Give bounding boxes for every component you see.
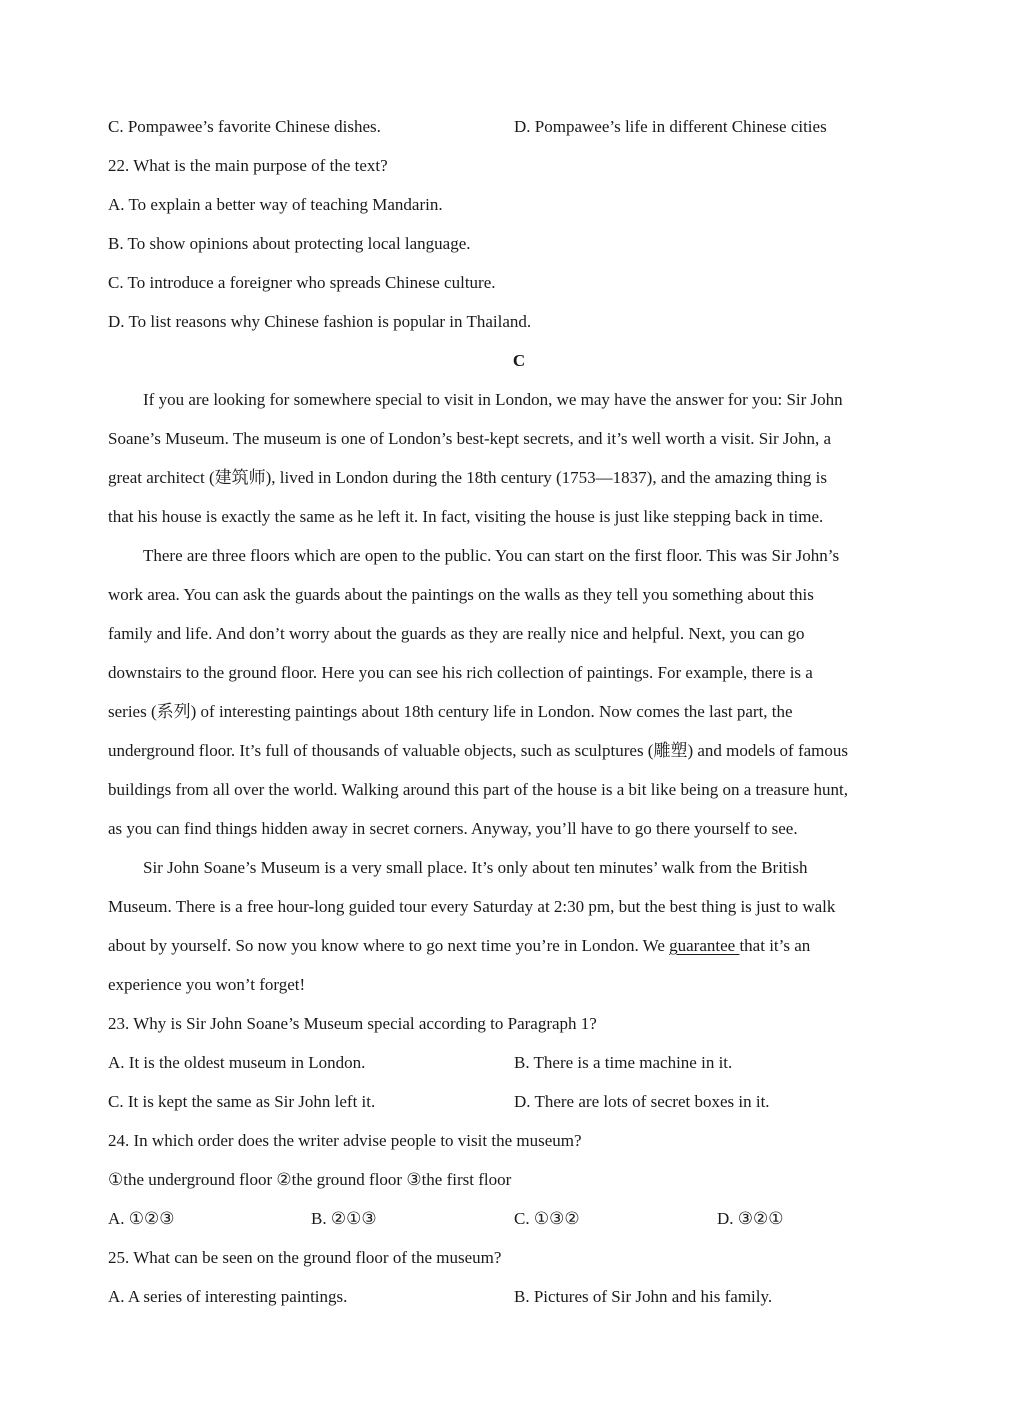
passage-line: Museum. There is a free hour-long guided tour every Saturday at 2:30 pm, but the best thing is just to walk [108, 897, 836, 916]
passage-line: work area. You can ask the guards about the paintings on the walls as they tell you something about this [108, 585, 814, 604]
passage-line: series (系列) of interesting paintings about 18th century life in London. Now comes the last part, the [108, 702, 793, 721]
q22-option-c: C. To introduce a foreigner who spreads Chinese culture. [108, 273, 496, 292]
q24-option-d: D. ③②① [717, 1209, 784, 1228]
section-label: C [512, 351, 526, 370]
passage-text: that it’s an [739, 936, 811, 955]
passage-line: underground floor. It’s full of thousands of valuable objects, such as sculptures (雕塑) and models of famous [108, 741, 848, 760]
passage-line: family and life. And don’t worry about the guards as they are really nice and helpful. Next, you can go [108, 624, 805, 643]
q25-option-a: A. A series of interesting paintings. [108, 1287, 348, 1306]
q24-option-a: A. ①②③ [108, 1209, 175, 1228]
q24-option-b: B. ②①③ [311, 1209, 377, 1228]
q23-option-d: D. There are lots of secret boxes in it. [514, 1092, 770, 1111]
q24-question: 24. In which order does the writer advise people to visit the museum? [108, 1131, 582, 1150]
passage-line: If you are looking for somewhere special to visit in London, we may have the answer for you: Sir John [143, 390, 843, 409]
q21-option-c: C. Pompawee’s favorite Chinese dishes. [108, 117, 381, 136]
q22-option-b: B. To show opinions about protecting local language. [108, 234, 471, 253]
q24-option-c: C. ①③② [514, 1209, 580, 1228]
q22-option-d: D. To list reasons why Chinese fashion is popular in Thailand. [108, 312, 532, 331]
q24-items: ①the underground floor ②the ground floor ③the first floor [108, 1170, 512, 1189]
q23-option-c: C. It is kept the same as Sir John left it. [108, 1092, 376, 1111]
q25-question: 25. What can be seen on the ground floor of the museum? [108, 1248, 502, 1267]
q23-option-a: A. It is the oldest museum in London. [108, 1053, 366, 1072]
passage-line: experience you won’t forget! [108, 975, 306, 994]
passage-line: Sir John Soane’s Museum is a very small place. It’s only about ten minutes’ walk from the British [143, 858, 808, 877]
q23-option-b: B. There is a time machine in it. [514, 1053, 733, 1072]
passage-line: that his house is exactly the same as he left it. In fact, visiting the house is just like stepping back in time. [108, 507, 824, 526]
passage-line: There are three floors which are open to the public. You can start on the first floor. This was Sir John’s [143, 546, 840, 565]
passage-line: as you can find things hidden away in secret corners. Anyway, you’ll have to go there yourself to see. [108, 819, 798, 838]
passage-line [108, 935, 810, 957]
q25-option-b: B. Pictures of Sir John and his family. [514, 1287, 773, 1306]
passage-line: great architect (建筑师), lived in London during the 18th century (1753—1837), and the amazing thing is [108, 468, 828, 487]
q22-option-a: A. To explain a better way of teaching Mandarin. [108, 195, 443, 214]
passage-text: about by yourself. So now you know where to go next time you’re in London. We [108, 936, 670, 955]
q23-question: 23. Why is Sir John Soane’s Museum special according to Paragraph 1? [108, 1014, 597, 1033]
q22-question: 22. What is the main purpose of the text? [108, 156, 388, 175]
q21-option-d: D. Pompawee’s life in different Chinese cities [514, 117, 827, 136]
underlined-word: guarantee [669, 936, 740, 955]
passage-line: buildings from all over the world. Walking around this part of the house is a bit like being on a treasure hunt, [108, 780, 849, 799]
passage-line: downstairs to the ground floor. Here you can see his rich collection of paintings. For example, there is a [108, 663, 813, 682]
passage-line: Soane’s Museum. The museum is one of London’s best-kept secrets, and it’s well worth a visit. Sir John, a [108, 429, 832, 448]
